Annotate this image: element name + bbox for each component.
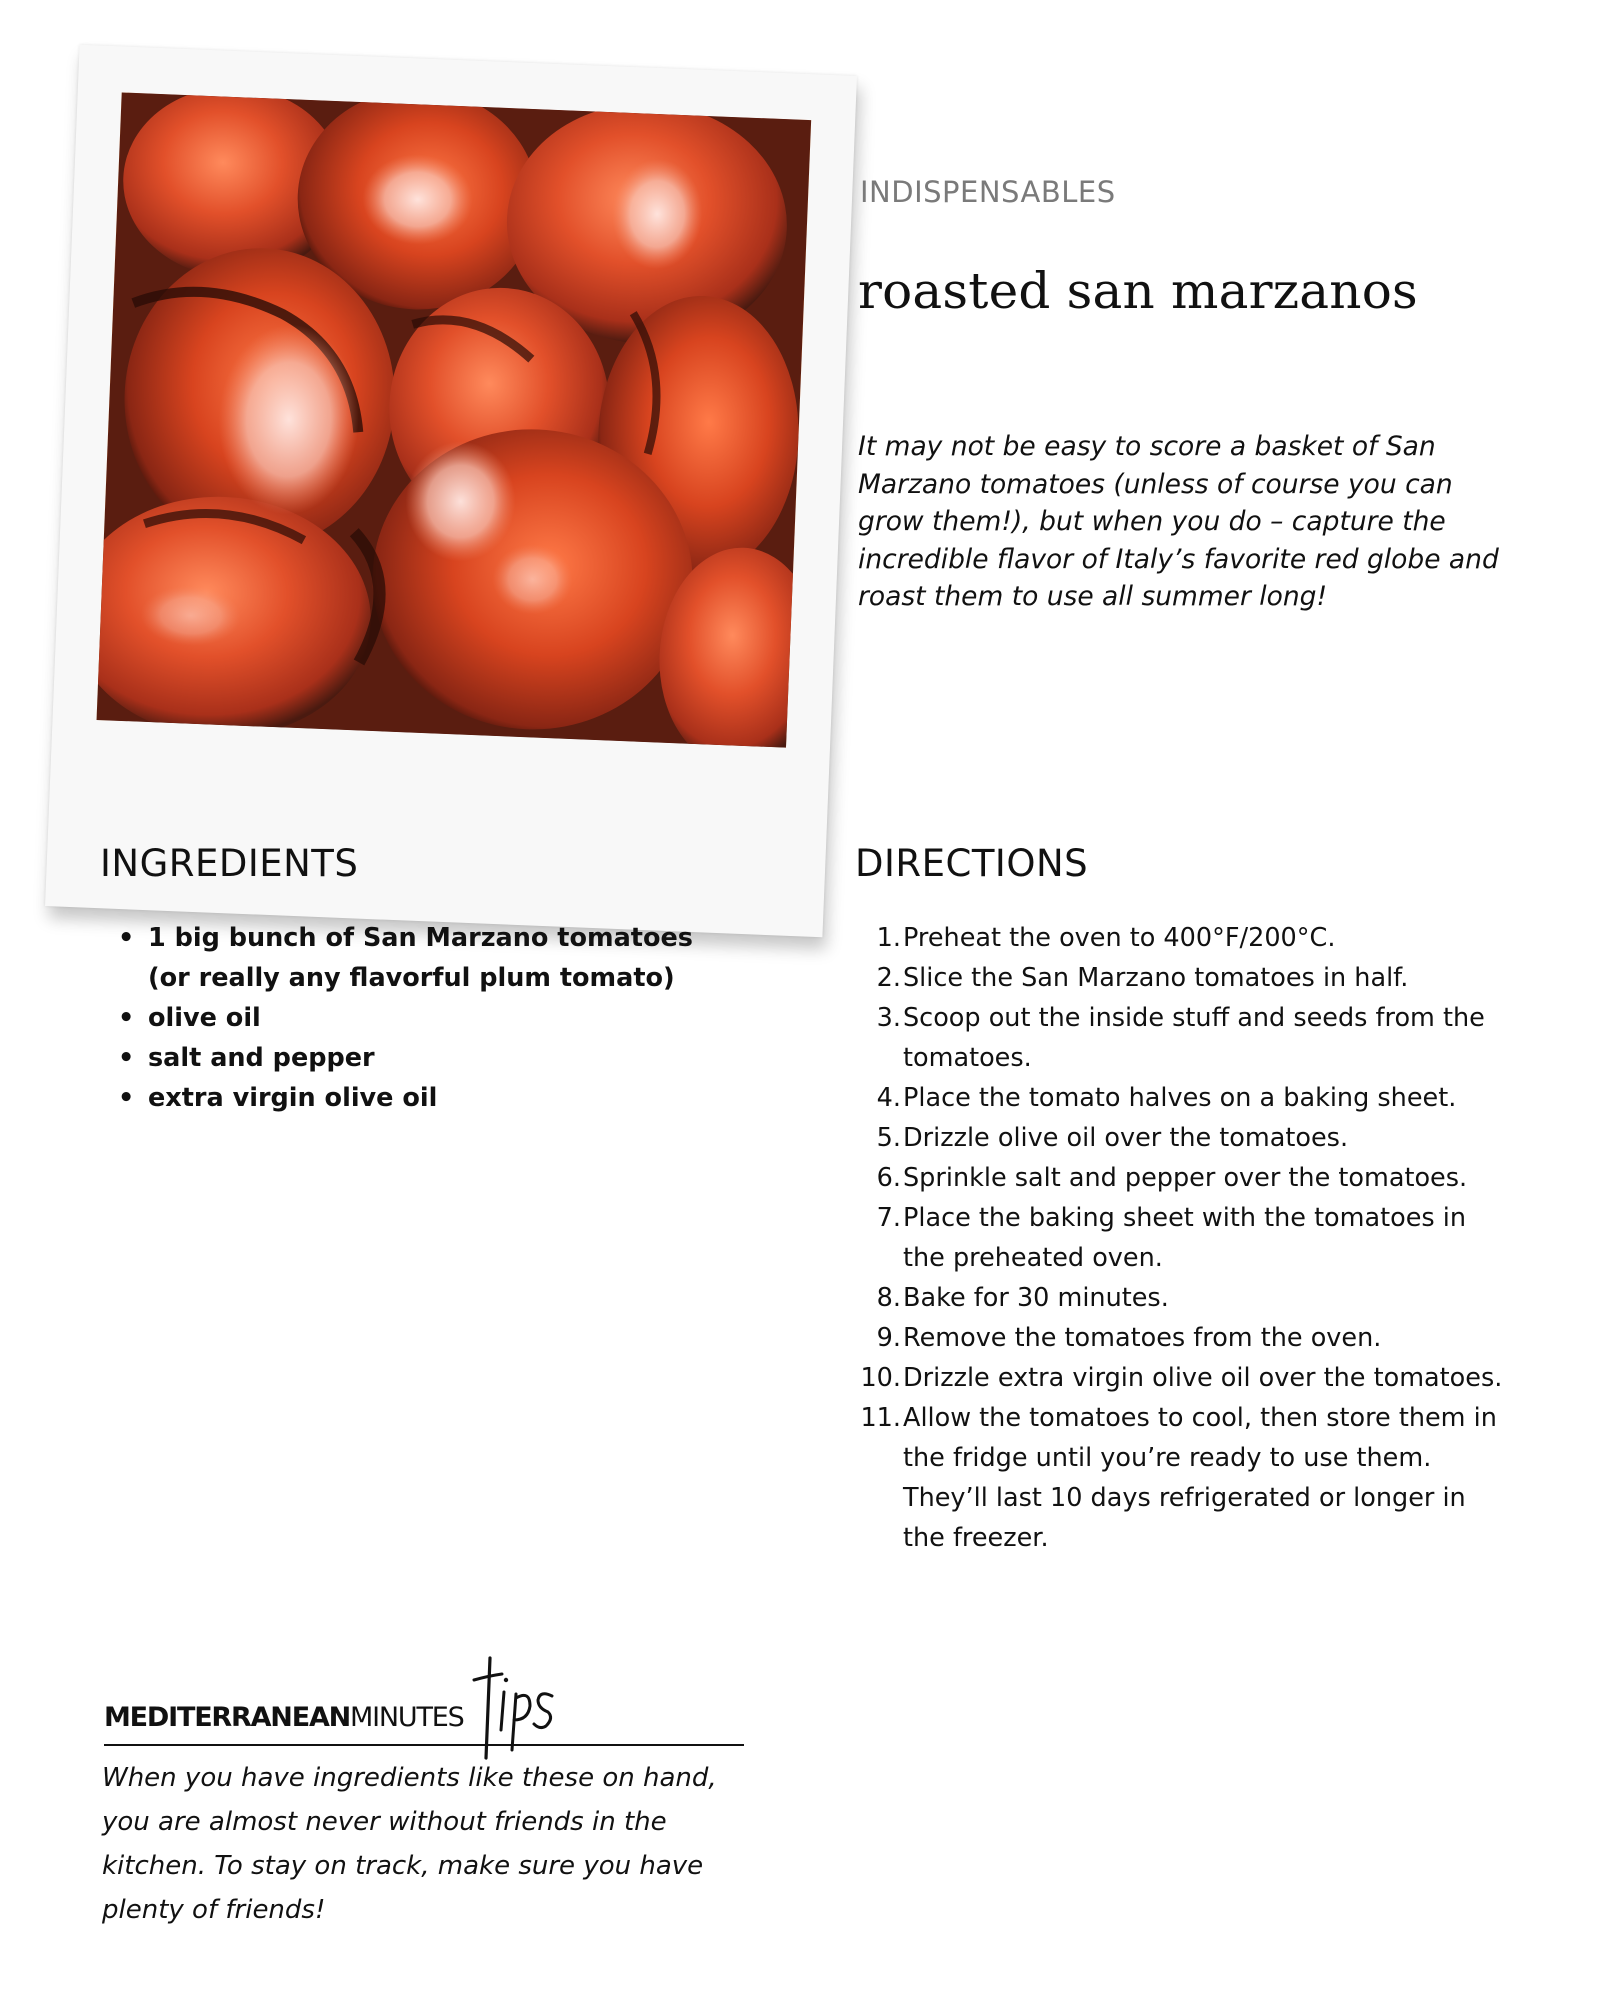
step-text: Place the tomato halves on a baking sheet. — [903, 1083, 1457, 1113]
tips-divider — [104, 1744, 744, 1746]
step-number: 10. — [860, 1363, 901, 1393]
brand-logo — [104, 1702, 464, 1733]
direction-step — [855, 1278, 1515, 1318]
polaroid-frame — [45, 45, 857, 938]
directions-list — [855, 918, 1515, 1558]
step-number: 4. — [876, 1083, 901, 1113]
tips-text: When you have ingredients like these on hand, you are almost never without friends in the kitchen. To stay on track, make sure you have plenty of friends! — [102, 1763, 717, 1925]
direction-step — [855, 998, 1515, 1078]
step-text: Preheat the oven to 400°F/200°C. — [903, 923, 1336, 953]
ingredients-heading: INGREDIENTS — [100, 842, 359, 885]
step-number: 3. — [876, 1003, 901, 1033]
step-text: Place the baking sheet with the tomatoes in the preheated oven. — [903, 1203, 1467, 1273]
direction-step — [855, 1078, 1515, 1118]
ingredients-list — [100, 918, 720, 1118]
ingredient-item: • extra virgin olive oil — [100, 1078, 720, 1118]
step-number: 6. — [876, 1163, 901, 1193]
ingredient-item: • salt and pepper — [100, 1038, 720, 1078]
direction-step — [855, 958, 1515, 998]
step-number: 7. — [876, 1203, 901, 1233]
direction-step — [855, 918, 1515, 958]
ingredient-item: • 1 big bunch of San Marzano tomatoes (or really any flavorful plum tomato) — [100, 918, 720, 998]
direction-step — [855, 1358, 1515, 1398]
step-text: Scoop out the inside stuff and seeds from the tomatoes. — [903, 1003, 1485, 1073]
brand-name-light: MINUTES — [350, 1702, 464, 1733]
direction-step — [855, 1198, 1515, 1278]
step-number: 1. — [876, 923, 901, 953]
step-number: 9. — [876, 1323, 901, 1353]
step-text: Slice the San Marzano tomatoes in half. — [903, 963, 1409, 993]
direction-step — [855, 1398, 1515, 1558]
direction-step — [855, 1318, 1515, 1358]
recipe-title: roasted san marzanos — [858, 262, 1418, 320]
roasted-tomatoes-photo — [97, 92, 812, 747]
step-text: Drizzle olive oil over the tomatoes. — [903, 1123, 1349, 1153]
step-text: Drizzle extra virgin olive oil over the tomatoes. — [903, 1363, 1503, 1393]
step-text: Allow the tomatoes to cool, then store them in the fridge until you’re ready to use them. They’ll last 10 days refrigerated or longer in the freezer. — [903, 1403, 1497, 1553]
direction-step — [855, 1118, 1515, 1158]
brand-name-bold: MEDITERRANEAN — [104, 1702, 351, 1733]
roasted-tomatoes-illustration — [97, 92, 812, 747]
step-number: 2. — [876, 963, 901, 993]
step-text: Bake for 30 minutes. — [903, 1283, 1169, 1313]
ingredient-item: • olive oil — [100, 998, 720, 1038]
step-number: 5. — [876, 1123, 901, 1153]
step-text: Remove the tomatoes from the oven. — [903, 1323, 1382, 1353]
direction-step — [855, 1158, 1515, 1198]
step-number: 8. — [876, 1283, 901, 1313]
category-label: INDISPENSABLES — [860, 175, 1116, 209]
step-text: Sprinkle salt and pepper over the tomatoes. — [903, 1163, 1468, 1193]
recipe-intro: It may not be easy to score a basket of San Marzano tomatoes (unless of course you can grow them!), but when you do – capture the incredible flavor of Italy’s favorite red globe and roast them to use all summer long! — [858, 431, 1499, 612]
step-number: 11. — [860, 1403, 901, 1433]
directions-heading: DIRECTIONS — [855, 842, 1089, 885]
